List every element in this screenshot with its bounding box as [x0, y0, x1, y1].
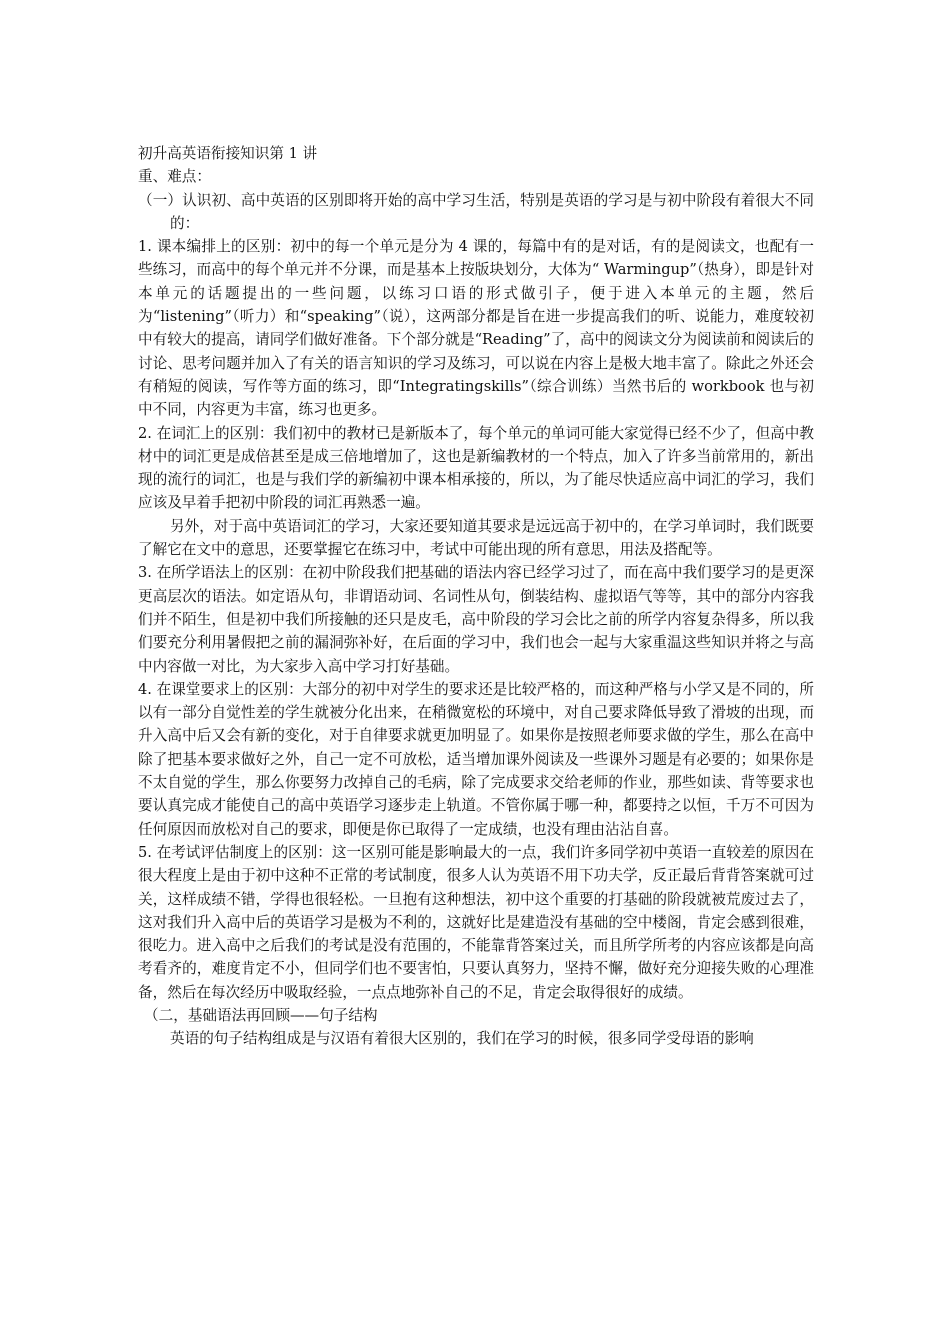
- key-points-label: 重、难点：: [138, 168, 211, 186]
- paragraph-vocabulary: 2. 在词汇上的区别：我们初中的教材已是新版本了，每个单元的单词可能大家觉得已经不少了，但高中教材中的词汇更是成倍甚至是成三倍地增加了，这也是新编教材的一个特点，加入了许多当前常用的，新出现的流行的词汇，也是与我们学的新编初中课本相承接的，所以，为了能尽快适应高中词汇的学习，我们应该及早着手把初中阶段的词汇再熟悉一遍。: [138, 424, 814, 512]
- section-2-heading: （二，基础语法再回顾——句子结构: [144, 1006, 378, 1024]
- paragraph-vocabulary-extra: 另外，对于高中英语词汇的学习，大家还要知道其要求是远远高于初中的，在学习单词时，我们既要了解它在文中的意思，还要掌握它在练习中，考试中可能出现的所有意思，用法及搭配等。: [138, 517, 814, 559]
- section-1-heading: （一）认识初、高中英语的区别即将开始的高中学习生活，特别是英语的学习是与初中阶段有着很大不同的：: [138, 191, 814, 232]
- document-page: [138, 142, 814, 1051]
- document-title: 初升高英语衔接知识第 1 讲: [138, 145, 318, 162]
- section-2-intro: 英语的句子结构组成是与汉语有着很大区别的，我们在学习的时候，很多同学受母语的影响: [170, 1030, 754, 1048]
- paragraph-classroom: 4. 在课堂要求上的区别：大部分的初中对学生的要求还是比较严格的，而这种严格与小学又是不同的，所以有一部分自觉性差的学生就被分化出来，在稍微宽松的环境中，对自己要求降低导致了滑坡的出现，而升入高中后又会有新的变化，对于自律要求就更加明显了。如果你是按照老师要求做的学生，那么在高中除了把基本要求做好之外，自己一定不可放松，适当增加课外阅读及一些课外习题是有必要的；如果你是不太自觉的学生，那么你要努力改掉自己的毛病，除了完成要求交给老师的作业，那些如读、背等要求也要认真完成才能使自己的高中英语学习逐步走上轨道。不管你属于哪一种，都要持之以恒，千万不可因为任何原因而放松对自己的要求，即便是你已取得了一定成绩，也没有理由沾沾自喜。: [138, 680, 814, 838]
- paragraph-textbook-layout: 1. 课本编排上的区别：初中的每一个单元是分为 4 课的，每篇中有的是对话，有的是阅读文，也配有一些练习，而高中的每个单元并不分课，而是基本上按版块划分，大体为“ Warmingup”（热身），即是针对本单元的话题提出的一些问题，以练习口语的形式做引子，便于进入本单元的主题，然后为“listening”（听力）和“speaking”（说），这两部分都是旨在进一步提高我们的听、说能力，难度较初中有较大的提高，请同学们做好准备。下个部分就是“Reading”了，高中的阅读文分为阅读前和阅读后的讨论、思考问题并加入了有关的语言知识的学习及练习，可以说在内容上是极大地丰富了。除此之外还会有稍短的阅读，写作等方面的练习，即“Integratingskills”（综合训练）当然书后的 workbook 也与初中不同，内容更为丰富，练习也更多。: [138, 238, 814, 419]
- paragraph-grammar: 3. 在所学语法上的区别：在初中阶段我们把基础的语法内容已经学习过了，而在高中我们要学习的是更深更高层次的语法。如定语从句，非谓语动词、名词性从句，倒装结构、虚拟语气等等，其中的部分内容我们并不陌生，但是初中我们所接触的还只是皮毛，高中阶段的学习会比之前的所学内容复杂得多，所以我们要充分利用暑假把之前的漏洞弥补好，在后面的学习中，我们也会一起与大家重温这些知识并将之与高中内容做一对比，为大家步入高中学习打好基础。: [138, 564, 814, 675]
- paragraph-exams: 5. 在考试评估制度上的区别：这一区别可能是影响最大的一点，我们许多同学初中英语一直较差的原因在很大程度上是由于初中这种不正常的考试制度，很多人认为英语不用下功夫学，反正最后背背答案就可过关，这样成绩不错，学得也很轻松。一旦抱有这种想法，初中这个重要的打基础的阶段就被荒废过去了，这对我们升入高中后的英语学习是极为不利的，这就好比是建造没有基础的空中楼阁，肯定会感到很难，很吃力。进入高中之后我们的考试是没有范围的，不能靠背答案过关，而且所学所考的内容应该都是向高考看齐的，难度肯定不小，但同学们也不要害怕，只要认真努力，坚持不懈，做好充分迎接失败的心理准备，然后在每次经历中吸取经验，一点点地弥补自己的不足，肯定会取得很好的成绩。: [138, 843, 814, 1001]
